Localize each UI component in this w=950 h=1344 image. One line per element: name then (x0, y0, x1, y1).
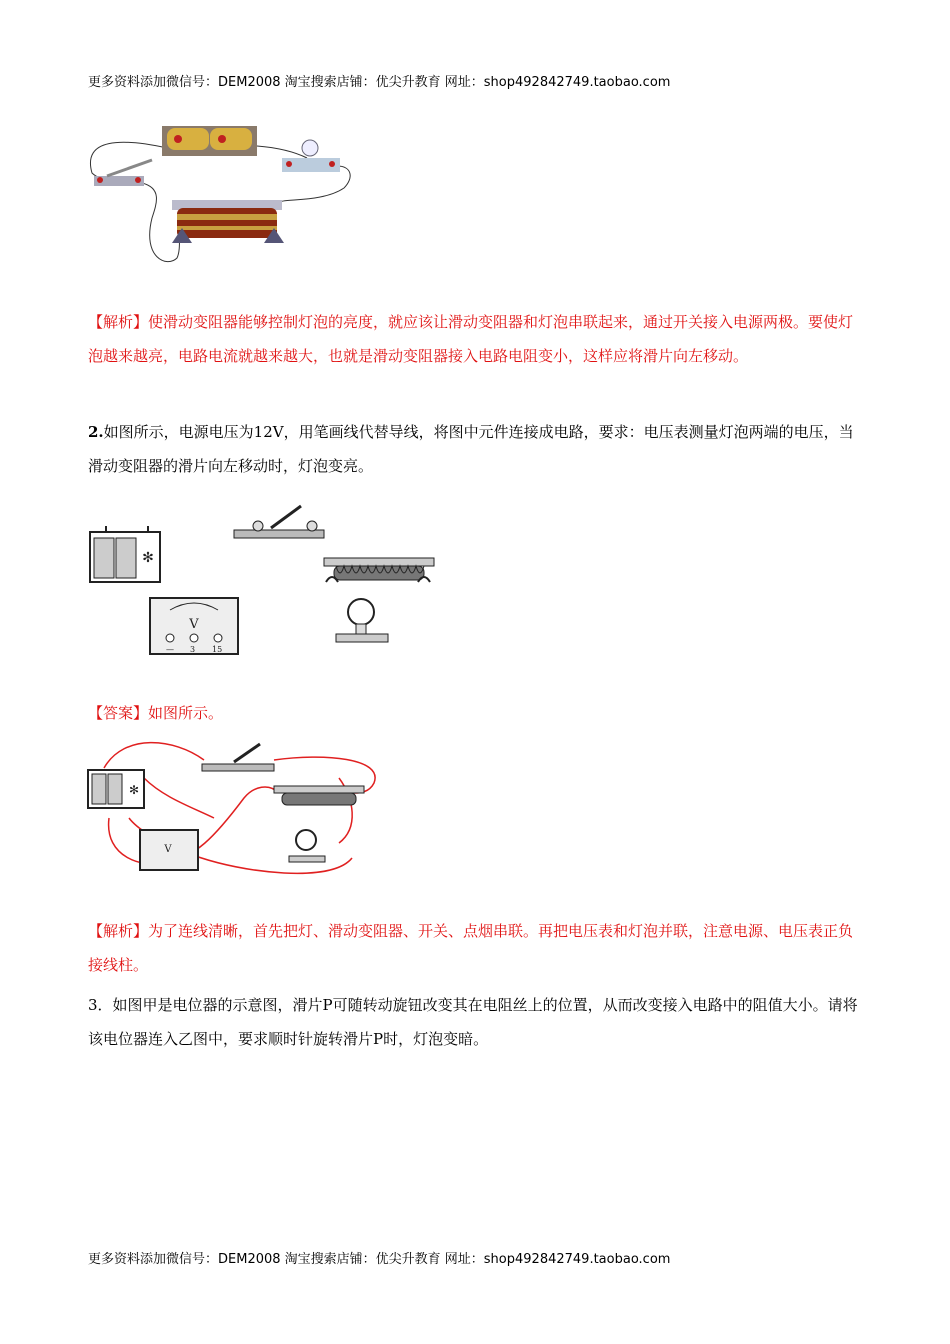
page-header: 更多资料添加微信号：DEM2008 淘宝搜索店铺：优尖升教育 网址：shop492842749.taobao.com (88, 75, 671, 90)
rheostat-icon (324, 558, 434, 582)
svg-text:V: V (164, 844, 172, 855)
analysis-2 (88, 914, 866, 982)
answer-2-tag: 【答案】 (88, 704, 149, 722)
switch-icon (234, 506, 324, 538)
question-2-number: 2. (88, 423, 104, 441)
analysis-2-text: 为了连线清晰，首先把灯、滑动变阻器、开关、点烟串联。再把电压表和灯泡并联，注意电源、电压表正负接线柱。 (88, 922, 854, 974)
bulb-icon (336, 599, 388, 642)
voltmeter-icon (150, 598, 238, 654)
question-2 (88, 415, 866, 483)
analysis-1 (88, 305, 866, 373)
voltmeter-minus: — (166, 645, 174, 654)
analysis-1-text: 使滑动变阻器能够控制灯泡的亮度，就应该让滑动变阻器和灯泡串联起来，通过开关接入电源两极。要使灯泡越来越亮，电路电流就越来越大，也就是滑动变阻器接入电路电阻变小，这样应将滑片向左移动。 (88, 313, 854, 365)
circuit-figure-1 (82, 118, 362, 273)
svg-text:✻: ✻ (142, 550, 154, 566)
answer-2-text: 如图所示。 (148, 704, 224, 722)
page-footer: 更多资料添加微信号：DEM2008 淘宝搜索店铺：优尖升教育 网址：shop492842749.taobao.com (88, 1252, 671, 1267)
voltmeter-3: 3 (190, 645, 196, 654)
answer-2 (88, 696, 866, 730)
analysis-1-tag: 【解析】 (88, 313, 149, 331)
answer-circuit-figure (84, 738, 384, 883)
analysis-2-tag: 【解析】 (88, 922, 149, 940)
question-3: 3．如图甲是电位器的示意图，滑片P可随转动旋钮改变其在电阻丝上的位置，从而改变接入电路中的阻值大小。请将该电位器连入乙图中，要求顺时针旋转滑片P时，灯泡变暗。 (88, 996, 858, 1048)
voltmeter-v-label: V (189, 617, 199, 632)
components-figure (86, 500, 446, 660)
battery-icon (90, 526, 160, 582)
question-2-text: 如图所示，电源电压为12V，用笔画线代替导线，将图中元件连接成电路，要求：电压表测量灯泡两端的电压，当滑动变阻器的滑片向左移动时，灯泡变亮。 (88, 423, 854, 475)
svg-text:✻: ✻ (128, 783, 140, 797)
voltmeter-15: 15 (212, 645, 223, 654)
